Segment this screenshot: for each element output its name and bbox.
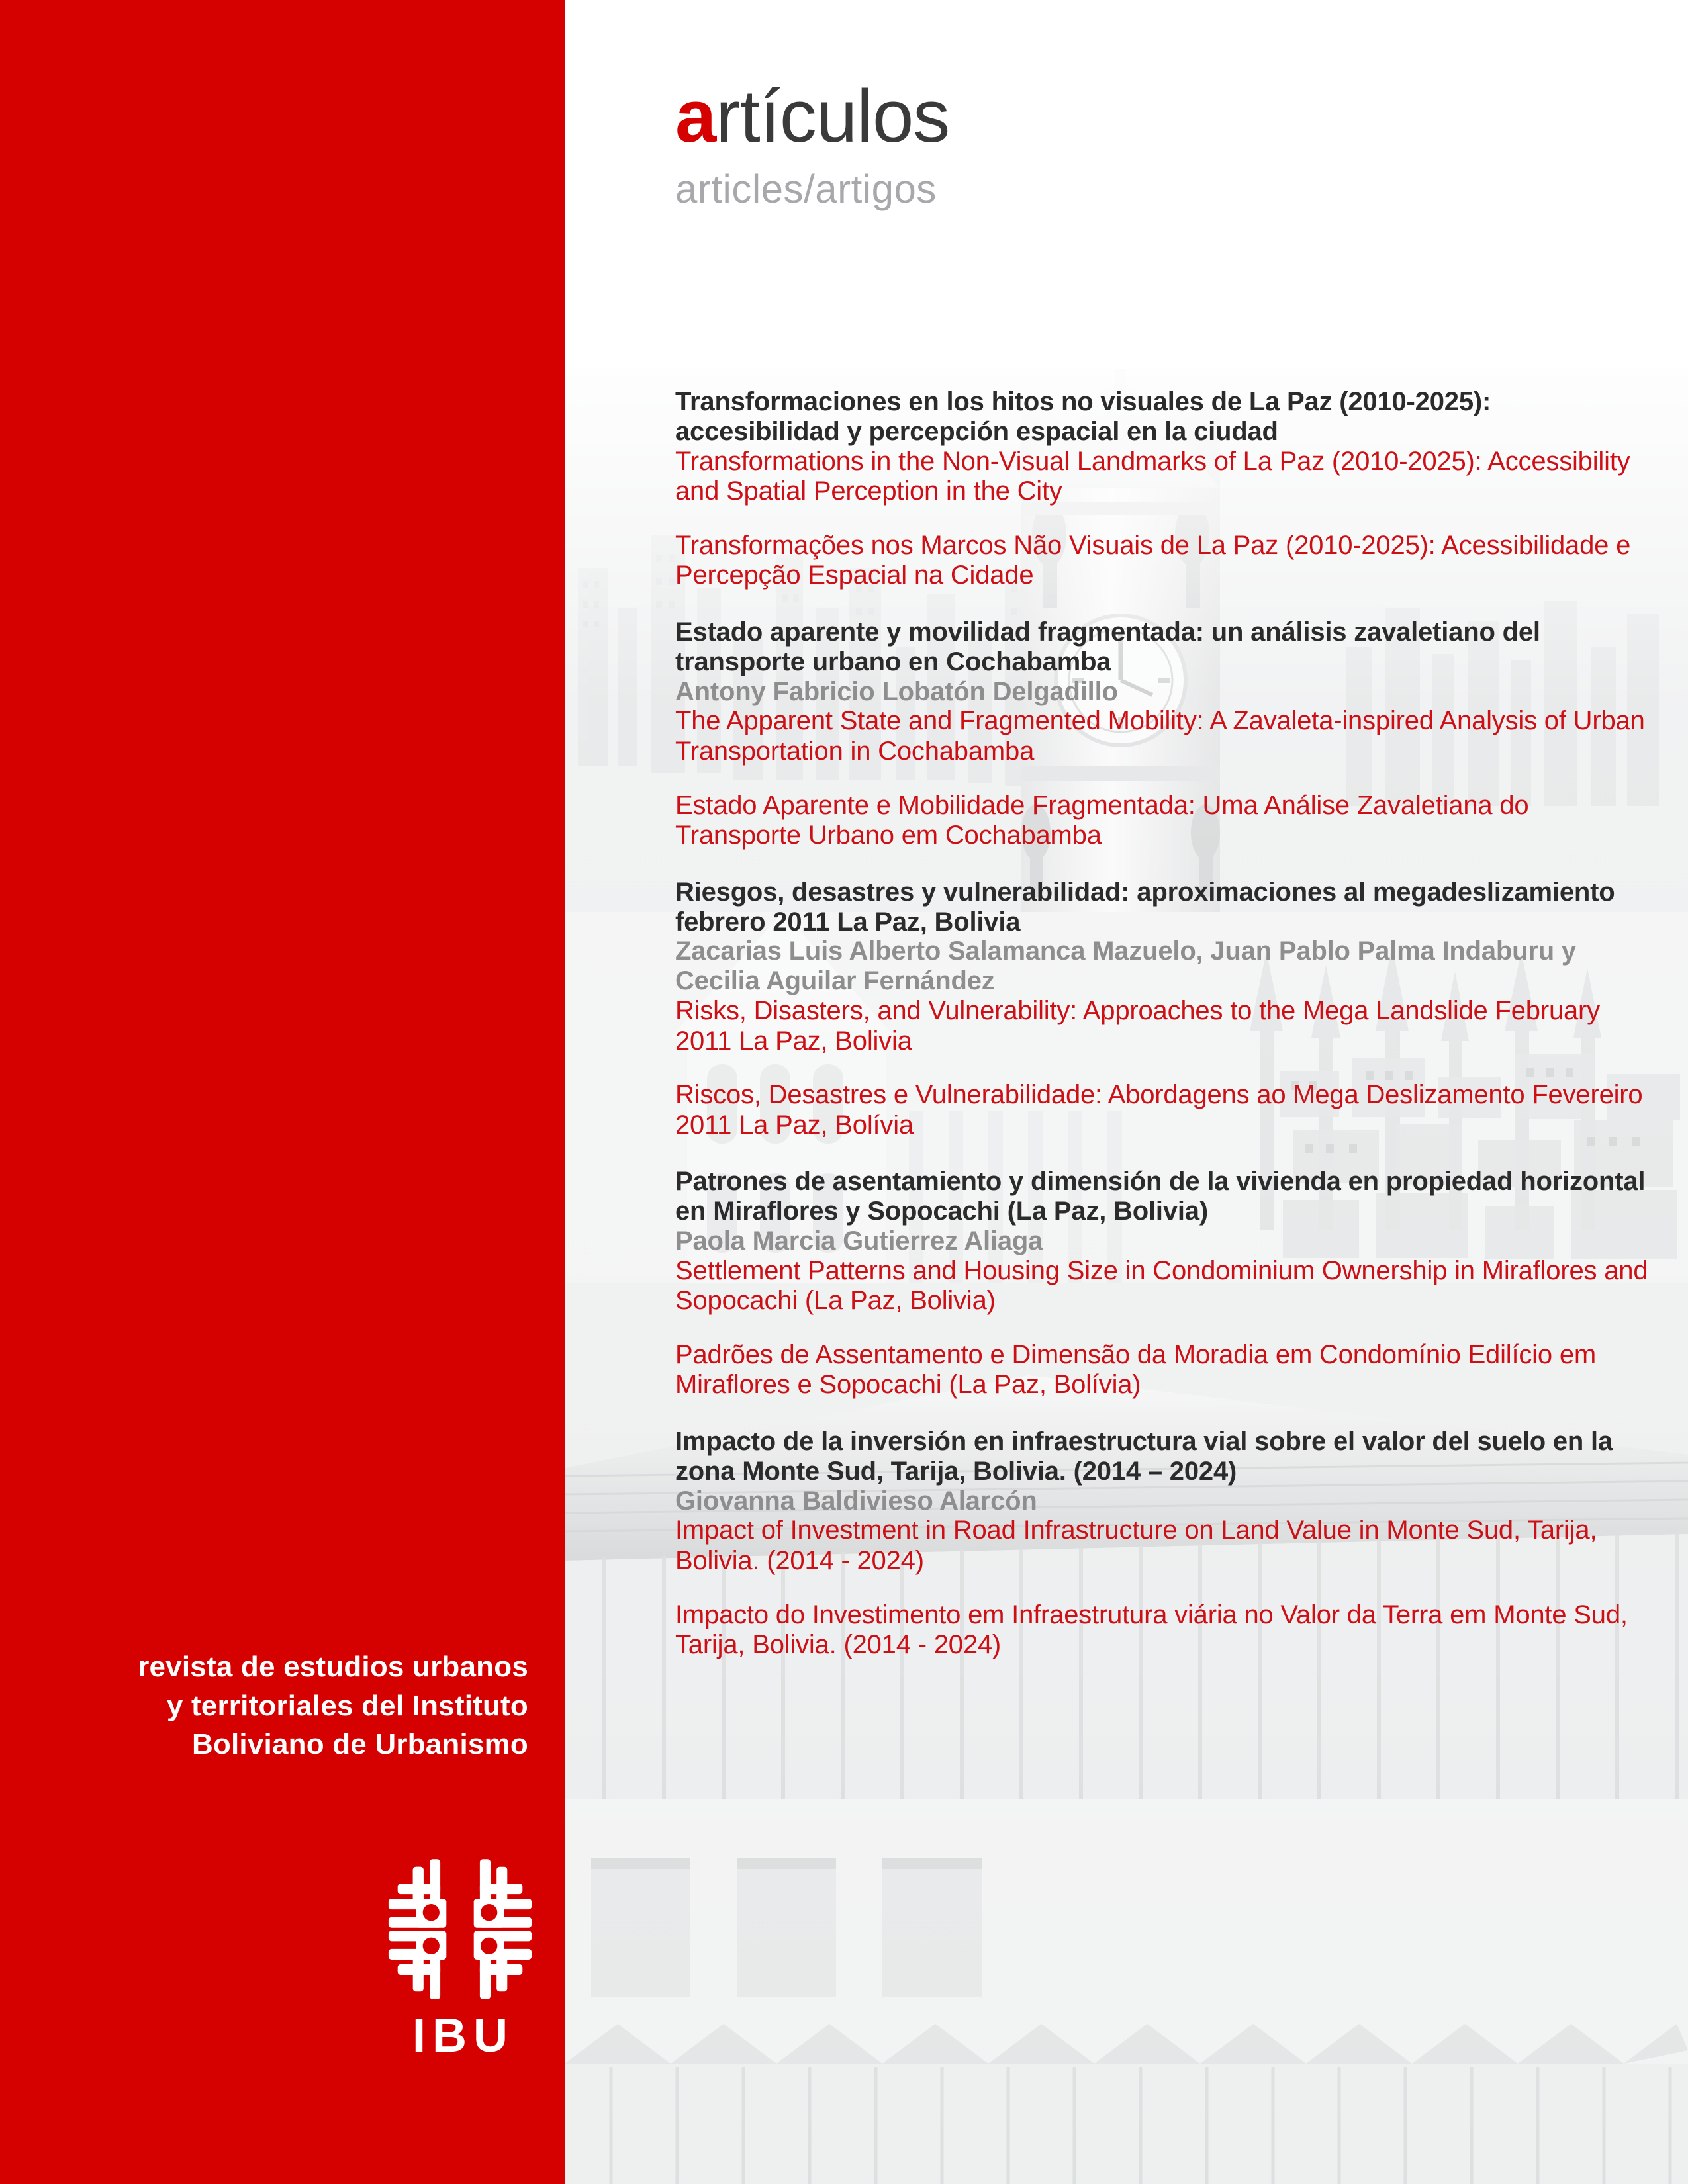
- article-title-es: Transformaciones en los hitos no visuales de La Paz (2010-2025): accesibilidad y percepción espacial en la ciudad: [675, 387, 1491, 446]
- toc-entry[interactable]: [675, 617, 1655, 851]
- tagline-line-1: revista de estudios urbanos: [138, 1651, 528, 1683]
- article-title-en: Settlement Patterns and Housing Size in Condominium Ownership in Miraflores and Sopocachi (La Paz, Bolivia): [675, 1255, 1648, 1316]
- table-of-contents: [675, 387, 1655, 1661]
- article-title-pt: Padrões de Assentamento e Dimensão da Moradia em Condomínio Edilício em Miraflores e Sopocachi (La Paz, Bolívia): [675, 1340, 1596, 1400]
- journal-tagline: [65, 1648, 528, 1764]
- article-title-es: Estado aparente y movilidad fragmentada: un análisis zavaletiano del transporte urbano en Cochabamba: [675, 617, 1540, 676]
- article-title-es: Impacto de la inversión en infraestructura vial sobre el valor del suelo en la zona Monte Sud, Tarija, Bolivia. (2014 – 2024): [675, 1427, 1613, 1486]
- entry-spacer: [675, 1140, 1655, 1167]
- article-title-en: Impact of Investment in Road Infrastructure on Land Value in Monte Sud, Tarija, Bolivia. (2014 - 2024): [675, 1516, 1597, 1576]
- entry-spacer: [675, 851, 1655, 878]
- tagline-line-3: Boliviano de Urbanismo: [191, 1728, 528, 1761]
- article-authors: Zacarias Luis Alberto Salamanca Mazuelo, Juan Pablo Palma Indaburu y Cecilia Aguilar Fernández: [675, 936, 1576, 996]
- masthead-subtitle: articles/artigos: [675, 167, 937, 211]
- toc-entry[interactable]: [675, 1427, 1655, 1661]
- toc-entry[interactable]: [675, 387, 1655, 591]
- ibu-wordmark: IBU: [412, 2009, 514, 2062]
- masthead: [675, 75, 1635, 211]
- content-panel: [565, 0, 1688, 2184]
- article-title-en: Risks, Disasters, and Vulnerability: Approaches to the Mega Landslide February 2011 La Paz, Bolivia: [675, 995, 1600, 1056]
- entry-spacer: [675, 1400, 1655, 1427]
- title-accent-letter: a: [675, 75, 716, 158]
- toc-content: [565, 0, 1688, 2184]
- page-title: [675, 75, 1635, 158]
- entry-spacer: [675, 591, 1655, 617]
- article-authors: Antony Fabricio Lobatón Delgadillo: [675, 676, 1118, 706]
- article-title-en: Transformations in the Non-Visual Landmarks of La Paz (2010-2025): Accessibility and Spatial Perception in the City: [675, 446, 1630, 506]
- article-authors: Giovanna Baldivieso Alarcón: [675, 1486, 1037, 1516]
- article-authors: Paola Marcia Gutierrez Aliaga: [675, 1226, 1043, 1255]
- title-rest: rtículos: [716, 75, 950, 158]
- toc-entry[interactable]: [675, 878, 1655, 1141]
- tagline-line-2: y territoriales del Instituto: [166, 1689, 528, 1722]
- article-title-pt: Transformações nos Marcos Não Visuais de La Paz (2010-2025): Acessibilidade e Percepção Espacial na Cidade: [675, 530, 1631, 590]
- article-title-pt: Estado Aparente e Mobilidade Fragmentada: Uma Análise Zavaletiana do Transporte Urbano em Cochabamba: [675, 790, 1529, 850]
- article-title-pt: Riscos, Desastres e Vulnerabilidade: Abordagens ao Mega Deslizamento Fevereiro 2011 La Paz, Bolívia: [675, 1080, 1643, 1140]
- article-title-en: The Apparent State and Fragmented Mobility: A Zavaleta-inspired Analysis of Urban Transportation in Cochabamba: [675, 706, 1645, 766]
- article-title-es: Patrones de asentamiento y dimensión de la vivienda en propiedad horizontal en Miraflores y Sopocachi (La Paz, Bolivia): [675, 1167, 1646, 1226]
- toc-entry[interactable]: [675, 1167, 1655, 1400]
- article-title-es: Riesgos, desastres y vulnerabilidad: aproximaciones al megadeslizamiento febrero 2011 La Paz, Bolivia: [675, 877, 1615, 936]
- chakana-andean-cross-icon: [384, 1853, 536, 2005]
- article-title-pt: Impacto do Investimento em Infraestrutura viária no Valor da Terra em Monte Sud, Tarija, Bolivia. (2014 - 2024): [675, 1600, 1628, 1660]
- brand-sidebar: [0, 0, 565, 2184]
- ibu-logo: [361, 1853, 559, 2105]
